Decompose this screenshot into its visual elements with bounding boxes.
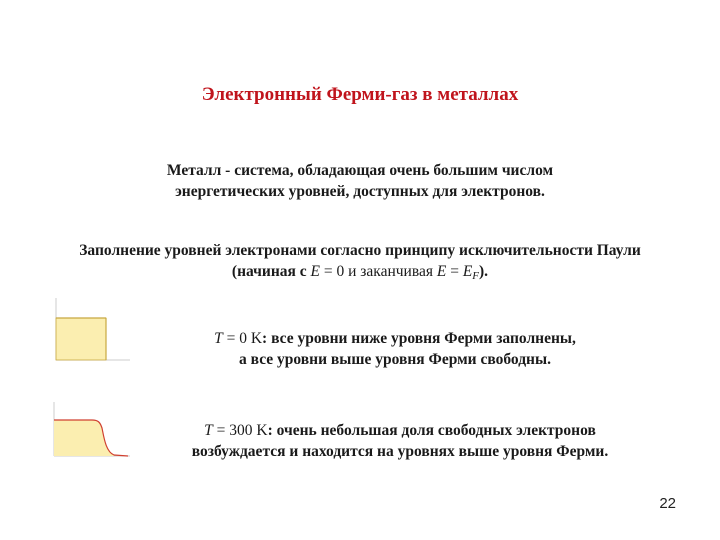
- fermi-energy-var: E: [462, 263, 473, 280]
- pauli-filling-line-2: [10, 261, 710, 287]
- room-temperature-line-1: [140, 420, 660, 441]
- temperature-value: = 300 K: [212, 422, 268, 439]
- temperature-var: T: [204, 422, 213, 439]
- range-suffix: ).: [479, 263, 489, 280]
- pauli-filling-text: [10, 240, 710, 287]
- occupation-area: [54, 420, 114, 456]
- page-number: 22: [659, 495, 676, 512]
- filled-levels-area: [56, 318, 106, 360]
- range-equals: =: [446, 263, 463, 280]
- zero-kelvin-line-2: а все уровни выше уровня Ферми свободны.: [239, 351, 551, 368]
- zero-kelvin-statement: : все уровни ниже уровня Ферми заполнены,: [262, 330, 576, 347]
- energy-var-start: E: [310, 263, 320, 280]
- range-prefix: (начиная с: [231, 263, 311, 280]
- zero-kelvin-line-1: [155, 328, 635, 349]
- temperature-var: T: [214, 330, 223, 347]
- room-temperature-line-2: возбуждается и находится на уровнях выше уровня Ферми.: [191, 443, 609, 460]
- zero-temperature-plot: [44, 294, 134, 370]
- pauli-filling-line-1: Заполнение уровней электронами согласно принципу исключительности Паули: [79, 242, 641, 259]
- room-temperature-text: [140, 420, 660, 462]
- metal-definition: [100, 160, 620, 202]
- slide-title: Электронный Ферми-газ в металлах: [201, 84, 519, 105]
- room-temperature-statement: : очень небольшая доля свободных электронов: [267, 422, 596, 439]
- temperature-value: = 0 K: [222, 330, 263, 347]
- energy-var-end: E: [436, 263, 447, 280]
- metal-definition-line-2: энергетических уровней, доступных для электронов.: [175, 183, 545, 200]
- metal-definition-line-1: Металл - система, обладающая очень большим числом: [166, 162, 554, 179]
- fermi-subscript: F: [472, 270, 480, 282]
- zero-kelvin-text: [155, 328, 635, 370]
- room-temperature-plot: [40, 398, 134, 462]
- range-zero: = 0 и заканчивая: [319, 263, 437, 280]
